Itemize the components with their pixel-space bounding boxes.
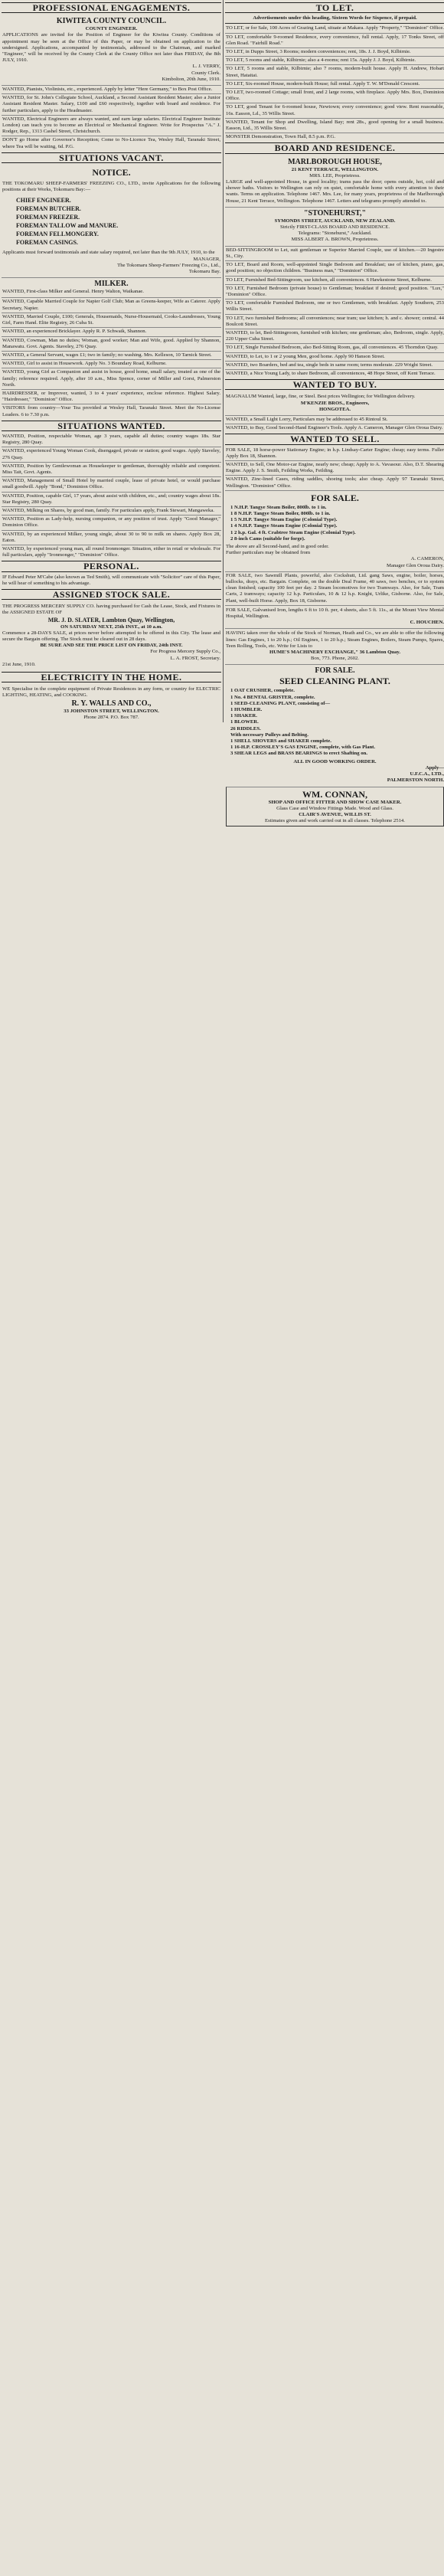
ad-title: NOTICE. [92, 167, 131, 178]
advert-bricklayer: WANTED, an experienced Bricklayer. Apply R. P. Schwaik, Shannon. [2, 327, 221, 335]
sale-item: 2 8-inch Cams (suitable for forge). [230, 535, 305, 542]
position-item: FOREMAN FELLMONGERY. [16, 231, 99, 238]
ad-body: Commence a 28-DAYS SALE, at prices never before attempted to be offered in this City. The lease and secure the Bargain offering. The Stock must be cleared out in 28 days. [2, 630, 220, 643]
ad-proprietor: MISS ALBERT A. BROWN, Proprietress. [291, 237, 379, 243]
advert-st-johns: WANTED, for St. John's Collegiate School, Auckland, a Second Assistant Resident Master; also a Junior Assistant Resident Master. Salary, £100 and £60 respectively, together with board and residence. For further particulars, apply to the Headmaster. [2, 95, 220, 113]
ad-body: WANTED, First-class Milker and General. Henry Walton, Waikanae. [2, 289, 144, 295]
advert-buy: WANTED, to Buy, Good Second-Hand Engineer's Tools. Apply A. Cameron, Manager Glen Oroua Dairy. [225, 424, 444, 431]
advert-young-girl: WANTED, young Girl as Companion and assist in house, good home, small salary, treated as one of the family; reference required. Apply, after 10 a.m., Miss Spence, corner of Miller and Gorst, Palmerston North. [2, 369, 220, 388]
item-list [226, 686, 444, 758]
ad-body: THE PROGRESS MERCERY SUPPLY CO. having purchased for Cash the Lease, Stock, and Fixtures in the ASSIGNED ESTATE OF [2, 604, 220, 616]
ad-body: HAVING taken over the whole of the Stock of Norman, Heath and Co., we are able to offer the following lines: Gas Engines, 1 to 20 h.p.; Oil Engines, 1 to 20 h.p.; Steam Engines, Boilers, Steam Pumps, Spares, Teen Rolling, Tools, etc. Write for Lists to [226, 630, 444, 649]
ad-title: KIWITEA COUNTY COUNCIL. [56, 17, 167, 26]
ad-phone: Phone 2874. P.O. Box 787. [83, 714, 139, 720]
ad-subtitle: SHOP AND OFFICE FITTER AND SHOW CASE MAKER. [268, 799, 402, 805]
advert-to-let: WANTED, Tenant for Shop and Dwelling, Island Bay; rent 28s., good opening for a small business. Easson, Ltd., 35 Willis Street. [226, 119, 444, 132]
ad-signature: A. CAMERON, Manager Glen Oroua Dairy. [387, 556, 444, 568]
advert-situation: WANTED, by experienced young man, all round Ironmonger. Situation, either in retail or wholesale. For full particulars, apply "Ironmonger," "Dominion" Office. [2, 545, 220, 558]
section-heading: TO LET. [225, 2, 444, 13]
sale-item: 1 N.H.P. Tangye Steam Boiler, 800lb. to 1 in. [230, 504, 327, 510]
advert-situation: WANTED, Position as Lady-help, nursing companion, or any position of trust. Apply "Good Manager," Dominion Office. [2, 516, 220, 529]
advert-situation: WANTED, Milking on Shares, by good man, family. For particulars apply, Frank Stewart, Mangaweka. [2, 506, 221, 514]
ad-firm: R. Y. WALLS AND CO., [71, 699, 152, 708]
advert-board: WANTED, a Nice Young Lady, to share Bedroom, all conveniences, 48 Hope Street, off Kent Terrace. [225, 369, 444, 377]
advert-to-let: TO LET, good Tenant for 6-roomed house, Newtown; every convenience; good view. Rent reasonable, 16s. Easson, Ld., 35 Willis Street. [226, 104, 444, 116]
advert-situation: WANTED, Position, respectable Woman, age 3 years, capable all duties; country wages 18s. Star Registry, 280 Quay. [2, 433, 220, 446]
section-heading: SITUATIONS VACANT. [2, 152, 221, 163]
sale-item: 1 SEED-CLEANING PLANT, consisting of— [230, 700, 331, 706]
advert-board: TO LET, comfortable Furnished Bedroom, one or two Gentlemen, with breakfast. Apply Southern, 253 Willis Street. [226, 300, 444, 313]
advert-personal: IF Edward Peter M'Cabe (also known as Ted Smith), will communicate with "Solicitor" care of this Paper, he will hear of something to his advantage. [2, 574, 220, 586]
advert-sell: WANTED, Zinc-lined Cases, riding saddles, shoeing tools; also cheap. Apply 97 Taranaki Street, Wellington. "Dominion" Office. [226, 476, 444, 489]
ad-firm: M'KENZIE BROS., Engineers, HONGOTEA. [300, 400, 370, 412]
ad-subtitle: SEED CLEANING PLANT. [279, 676, 390, 687]
advert-electrical: WANTED, Electrical Engineers are always wanted, and earn large salaries. Electrical Engineer Institute London) can teach you to become an Electrical or Mechanical Engineer. Write for Prospectus "A." J. Rodger, Rep., 1313 Cashel Street, Christchurch. [2, 116, 220, 135]
ad-body: Glass Case and Window Fittings Made. Wood and Glass. [276, 805, 393, 811]
advert-dont: DON'T go Home after Governor's Reception; Come to No-Licence Tea, Wesley Hall, Taranaki Street, where Tea will be waiting, 6d. P.G. [2, 137, 220, 149]
advert-electricity [2, 685, 221, 722]
position-item: CHIEF ENGINEER. [16, 197, 71, 205]
advert-tokomaru [2, 165, 221, 277]
advert-sell: FOR SALE, 18 horse-power Stationary Engine; in h.p. Lindsay-Carter Engine; cheap; easy terms. Fuller Apply Box 18, Shannon. [226, 447, 444, 459]
advert-monster: MONSTER Demonstration, Town Hall, 8.5 p.m. P.G. [225, 133, 444, 140]
advert-general-servant: WANTED, a General Servant, wages £1; two in family; no washing. Mrs. Kelleson, 10 Tarnick Street. [2, 351, 221, 358]
advert-couple-napier: WANTED, Capable Married Couple for Napier Golf Club; Man as Greens-keeper, Wife as Caterer. Apply Secretary, Napier. [2, 299, 220, 311]
ad-body: Applicants must forward testimonials and state salary required, not later than the 9th JULY, 1910, to the [2, 250, 215, 256]
sale-item: With necessary Pulleys and Belting. [230, 732, 309, 738]
section-heading: WANTED TO SELL. [225, 434, 444, 444]
advert-hairdresser: HAIRDRESSER, or Improver, wanted, 3 to 4 years' experience, enclose reference. Highest Salary. "Hairdresser," "Dominion" Office. [2, 390, 220, 403]
divider [225, 23, 444, 24]
advert-stonehurst [225, 207, 444, 245]
advert-to-let: TO LET, 5 rooms and stable, Kilbirnie; also a 4-rooms; rent 15s. Apply J. J. Boyd, Kilbirnie. [225, 56, 444, 64]
ad-proprietor: MRS. LEE, Proprietress. [309, 172, 361, 178]
sale-item: 1 SHAKER. [230, 713, 257, 719]
advert-visitors: VISITORS from country—Your Tea provided at Wesley Hall, Taranaki Street. Meet the No-License Leaders. 6 to 7.30 p.m. [2, 405, 220, 417]
section-heading: PROFESSIONAL ENGAGEMENTS. [2, 2, 221, 13]
sale-item: 1 OAT CRUSHER, complete. [230, 688, 295, 694]
ad-telegrams: Telegrams: "Stonehurst," Auckland. [298, 231, 372, 237]
advert-married-couple: WANTED, Married Couple, £100; Generals, Housemaids, Nurse-Housemaid, Cooks-Laundresses, Young Girl, Farm Hand. Elite Registry, 26 Cuba St. [2, 313, 220, 326]
advert-magnalum [225, 392, 444, 414]
ad-date-line: ON SATURDAY NEXT, 25th INST., at 10 a.m. [60, 624, 162, 630]
position-item: FOREMAN TALLOW and MANURE. [16, 222, 119, 230]
advert-cowman: WANTED, Cowman, Man no duties; Woman, good worker; Man and Wife, good. Applied by Shannon, Manawatu. Govt. Agents. Staveley, 276 Quay. [2, 337, 220, 349]
sale-item: 3 SHEAR LEGS and BRASS BEARINGS to erect Shafting on. [230, 751, 367, 757]
advert-situation: WANTED, experienced Young Woman Cook, disengaged, private or station; good wages. Apply Staveley, 276 Quay. [2, 448, 220, 460]
ad-address: 33 JOHNSTON STREET, WELLINGTON. [64, 708, 159, 714]
advert-to-let: TO LET, comfortable 9-roomed Residence, every convenience, full rental. Apply, 17 Tonks Street, off Glen Road. "Fairhill Road." [226, 34, 444, 46]
advert-milker [2, 277, 221, 296]
section-heading: ELECTRICITY IN THE HOME. [2, 672, 221, 682]
ad-name: MR. J. D. SLATER, Lambton Quay, Wellington, [47, 616, 175, 624]
ad-subtitle: Strictly FIRST-CLASS BOARD AND RESIDENCE. [280, 224, 390, 231]
advert-to-let: TO LET, Six-roomed House, modern-built House; full rental. Apply T. W. M'Donald Crescent. [225, 80, 444, 87]
item-list [226, 503, 444, 544]
sale-item: 1 5 N.H.P. Tangye Steam Engine (Colonial Type). [230, 517, 338, 523]
advert-board: TO LET, two furnished Bedrooms; all conveniences; near tram; use kitchen; h. and c. shower; central. 44 Boulcott Street. [226, 315, 444, 327]
section-heading: SITUATIONS WANTED. [2, 421, 221, 431]
section-heading: ASSIGNED STOCK SALE. [2, 589, 221, 600]
advert-situation: WANTED, Position, capable Girl, 17 years, about assist with children, etc., and; country wages about 18s. Star Registry, 280 Quay. [2, 493, 220, 505]
rates-notice: Advertisements under this heading, Sixteen Words for Sixpence, if prepaid. [253, 15, 417, 21]
advert-to-let: TO LET, or for Sale, 100 Acres of Grazing Land, situate at Makara. Apply "Property," "Dominion" Office. [226, 25, 444, 31]
ad-note: ALL IN GOOD WORKING ORDER. [293, 758, 377, 764]
advert-sell: WANTED, to Sell, One Motor-car Engine, nearly new; cheap; Apply to A. Vavasour. Also, D.T. Shearing Engine. Apply J. S. Smith, Feilding Works, Feilding. [226, 461, 444, 474]
ad-subtitle: COUNTY ENGINEER. [85, 26, 138, 32]
ad-address: 21 KENT TERRACE, WELLINGTON. [291, 166, 379, 172]
ad-signature: For Progress Mercery Supply Co., L. A. FROST, Secretary. [150, 649, 220, 661]
ad-price-list: BE SURE AND SEE THE PRICE LIST ON FRIDAY, 24th INST. [40, 643, 183, 649]
ad-signature: MANAGER, The Tokomaru Sheep-Farmers' Freezing Co., Ltd., Tokomaru Bay. [117, 256, 220, 275]
right-column [225, 0, 444, 828]
sale-item: 1 HUMBLER. [230, 707, 263, 713]
ad-title: MARLBOROUGH HOUSE, [288, 157, 382, 166]
advert-hume [225, 628, 444, 663]
ad-date: 21st June, 1910. [2, 661, 36, 667]
advert-board: TO LET, Furnished Bed-Sittingroom, use kitchen, all conveniences. 6 Hawkestone Street, Kelburne. [225, 276, 444, 283]
position-item: FOREMAN CASINGS. [16, 239, 78, 247]
ad-title: WM. CONNAN, [302, 788, 367, 800]
advert-to-let: TO LET, two-roomed Cottage; small front, and 2 large rooms, with fireplace. Apply Mrs. Box, Dominion Office. [226, 90, 444, 102]
advert-girl-housework: WANTED, Girl to assist in Housework. Apply No. 3 Boundary Road, Kelburne. [2, 359, 221, 367]
ad-title: "STONEHURST," [303, 208, 367, 218]
ad-body: FOR SALE, Galvanised Iron, lengths 6 ft to 10 ft. per, 4 sheets, also 5 ft. 11s., at the Mount View Mental Hospital, Wellington. [226, 607, 444, 620]
ad-body: Further particulars may be obtained from [226, 550, 311, 556]
section-heading: WANTED TO BUY. [225, 379, 444, 390]
ad-body: THE TOKOMARU SHEEP-FARMERS' FREEZING CO., LTD., invite Applications for the following positions at their Works, Tokomaru Bay:— [2, 181, 220, 193]
section-heading: PERSONAL. [2, 561, 221, 571]
ad-title: FOR SALE. [311, 492, 359, 503]
advert-to-let: TO LET, 5 rooms and stable, Kilbirnie; also 7 rooms, modern-built house. Apply H. Andrew, Hobart Street, Hataitai. [226, 66, 444, 78]
ad-body: MAGNALUM Wanted, large, fine, or Steel. Best prices Wellington; for Wellington delivery. [226, 394, 416, 400]
ad-signature: C. HOUCHEN. [410, 620, 444, 626]
sale-item: 1 BLOWER. [230, 719, 259, 725]
advert-connan [226, 787, 444, 827]
sale-item: 1 8 N.H.P. Tangye Steam Boiler, 800lb. to 1 in. [230, 510, 331, 516]
advert-board: WANTED, two Boarders, bed and tea, single beds in same room; terms moderate. 229 Wright Street. [225, 361, 444, 368]
ad-body: Estimates given and work carried out in all classes. Telephone 2514. [265, 818, 405, 824]
sale-item: 1 SHELL SHOVERS and SHAKER complete. [230, 738, 331, 745]
sale-item: 1 4 N.H.P. Tangye Steam Engine (Colonial Type). [230, 523, 338, 529]
advert-board: BED-SITTINGROOM to Let, suit gentleman or Superior Married Couple, use of kitchen.—20 Ingestre St., City. [226, 247, 444, 259]
advert-board: WANTED, to let, Bed-Sittingroom, furnished with kitchen; one gentleman; also, Bedroom, single. Apply, 220 Upper Cuba Street. [226, 329, 444, 342]
advert-board: WANTED, to Let, to 1 or 2 young Men, good home. Apply 90 Hanson Street. [225, 352, 444, 360]
ad-firm: HUME'S MACHINERY EXCHANGE," 36 Lambton Quay. [269, 650, 400, 656]
advert-seed-cleaning [225, 664, 444, 785]
advert-to-let: TO LET, in Dupps Street, 3 Rooms; modern conveniences; rent, 18s. J. J. Boyd, Kilbirnie. [225, 47, 444, 55]
advert-marlborough [225, 156, 444, 206]
ad-body: The above are all Second-hand, and in good order. [226, 544, 329, 549]
position-item: FOREMAN BUTCHER. [16, 205, 81, 213]
ad-signature: Apply— U.F.C.A., LTD., PALMERSTON NORTH. [387, 764, 444, 784]
sale-item: 26 RIDDLES. [230, 725, 261, 732]
advert-buy: WANTED, a Small Light Lorry, Particulars may be addressed to 45 Rintoul St. [225, 415, 444, 423]
ad-title: FOR SALE. [315, 666, 355, 676]
advert-sawmill: FOR SALE, two Sawmill Plants, powerful, also Cockshutt, Ltd. gang Saws, engine, boiler, horses, bullocks, drays, etc. Bargain. Complete, on the double Deal Frame, 40 saws, two benches, or to system clean finished; capacity 100 feet per day. 2 Steam locomotives for two Tramways. Also, for Sale, Tram Carts, 2 tramways; capacity 12 h.p. Particulars, 10 & 12 h.p. Knight, Urlike, Gisborne. Also, for Sale, Plant, well-built Horse. Apply, Box 18, Gisborne. [226, 572, 444, 604]
ad-signature: L. J. VERRY, County Clerk. Kimbolton, 20th June, 1910. [162, 64, 220, 82]
advert-situation: WANTED, Position by Gentlewoman as Housekeeper to gentleman, thoroughly reliable and competent. Miss Tait, Govt. Agents. [2, 463, 220, 475]
advert-board: TO LET, Furnished Bedroom (private house) to Gentleman; breakfast if desired; good position. "Lux," "Dominion" Office. [226, 285, 444, 297]
advert-pianist: WANTED, Pianists, Violinists, etc., experienced. Apply by letter "Here Germany," to Box Post Office. [2, 85, 221, 93]
ad-title: MILKER. [94, 280, 129, 289]
ad-address: CLAIR'S AVENUE, WILLIS ST. [299, 811, 371, 817]
positions-list [2, 193, 220, 250]
ad-body: WE Specialise in the complete equipment of Private Residences in any form, or country for ELECTRIC LIGHTING, HEATING, and COOKING. [2, 686, 220, 699]
sale-item: 1 2 h.p. Gal. 4 ft. Crabtree Steam Engine (Colonial Type). [230, 529, 356, 535]
advert-iron [225, 605, 444, 628]
advert-situation: WANTED, by an experienced Milker, young single, about 30 to 90 to milk on shares. Apply Box 28, Eaton. [2, 531, 220, 543]
advert-board: TO LET, Board and Room, well-appointed Single Bedroom and Breakfast; use of kitchen, piano, gas, good position; no objection children. "Business man," "Dominion" Office. [226, 262, 444, 274]
ad-phone: Box, 773. Phone, 2602. [311, 656, 359, 662]
sale-item: 1 No. 4 BENTAL GRISTER, complete. [230, 694, 315, 700]
advert-assigned-stock [2, 602, 221, 669]
advert-for-sale-boilers [225, 490, 444, 571]
left-column [2, 0, 224, 722]
advert-board: TO LET, Single Furnished Bedroom, also Bed-Sitting Room, gas, all conveniences. 45 Thorndon Quay. [225, 343, 444, 351]
ad-body: APPLICATIONS are invited for the Position of Engineer for the Kiwitea County. Conditions of appointment may be seen at the Office of this Paper, or may be obtained on application to the undersigned. Applications, accompanied by testimonials, addressed to the Chairman, and marked "Engineer," will be received by the County Clerk at the County Office not later than FRIDAY, the 8th JULY, 1910. [2, 32, 220, 64]
section-heading: BOARD AND RESIDENCE. [225, 142, 444, 153]
ad-body: LARGE and well-appointed House, in good locality; trams pass the door; opens outside, hot, cold and shower baths. Visitors to Wellington can rely on quiet, comfortable home with every attention to their wants. Terms on application. Telephone 1467. Mrs. Lee, for many years, proprietress of the Marlborough House, 21 Kent Terrace, Wellington. Telephone 1467. Letters and telegrams promptly attended to. [226, 179, 444, 204]
advert-situation: WANTED, Management of Small Hotel by married couple, lease of private hotel, or would purchase small goodwill. Apply "Bond," Dominion Office. [2, 478, 220, 490]
advert-kiwitea [2, 15, 221, 84]
position-item: FOREMAN FREEZER. [16, 214, 80, 221]
sale-item: 1 16-H.P. CROSSLEY'S GAS ENGINE, complete, with Gas Plant. [230, 745, 376, 751]
ad-address: SYMONDS STREET, AUCKLAND, NEW ZEALAND. [274, 218, 396, 224]
